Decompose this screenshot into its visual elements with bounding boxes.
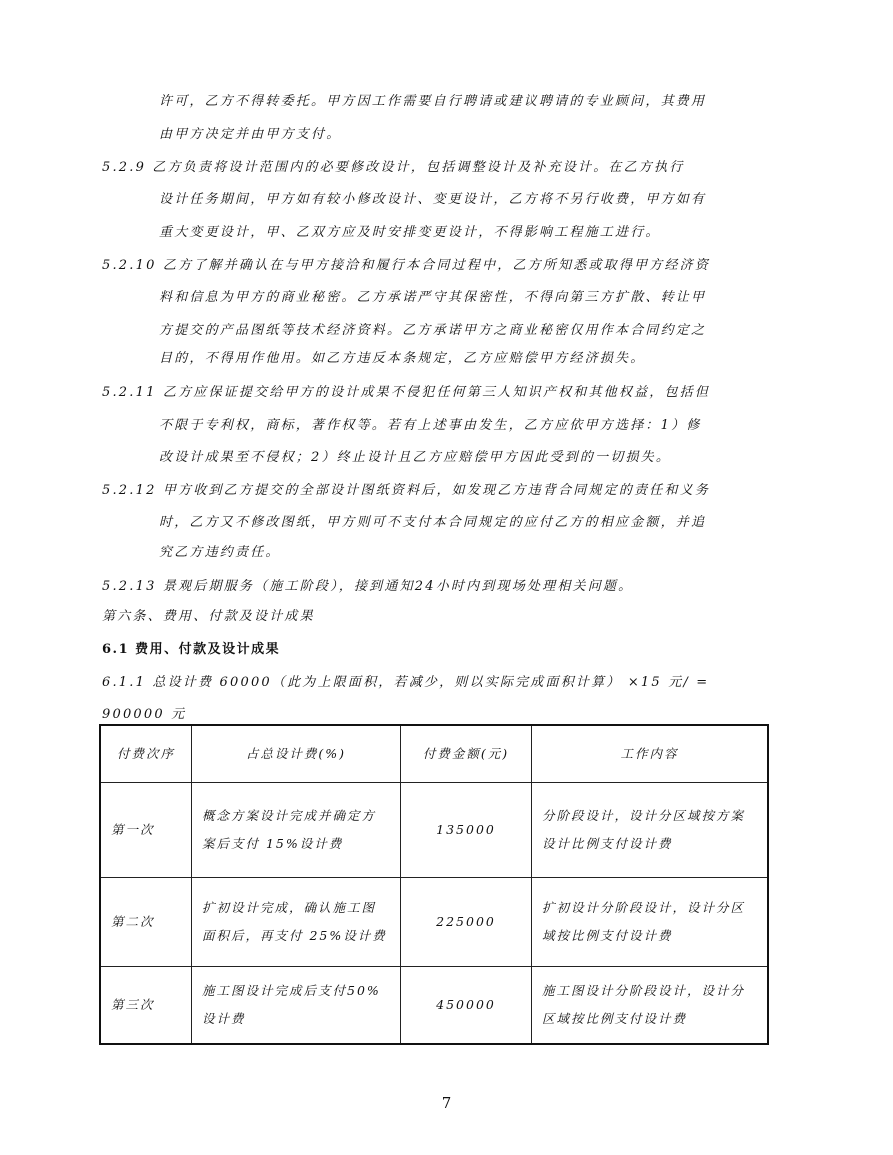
header-cell: 工作内容 <box>532 725 769 783</box>
table-cell: 第三次 <box>100 967 192 1045</box>
page-number: 7 <box>441 1094 452 1112</box>
table-row <box>100 878 768 967</box>
table-cell: 施工图设计分阶段设计，设计分区域按比例支付设计费 <box>532 967 769 1045</box>
table-row <box>100 967 768 1045</box>
table-cell: 225000 <box>401 878 532 967</box>
text-line: 设计任务期间，甲方如有较小修改设计、变更设计，乙方将不另行收费，甲方如有 <box>159 192 707 207</box>
text-line: 重大变更设计，甲、乙双方应及时安排变更设计，不得影响工程施工进行。 <box>159 225 661 240</box>
table-row <box>100 783 768 878</box>
text-line: 由甲方决定并由甲方支付。 <box>159 127 342 142</box>
table-header-row <box>100 725 768 783</box>
table-cell: 第二次 <box>100 878 192 967</box>
text-line: 究乙方违约责任。 <box>159 545 281 560</box>
table-cell: 扩初设计分阶段设计，设计分区域按比例支付设计费 <box>532 878 769 967</box>
table-cell: 概念方案设计完成并确定方案后支付 15%设计费 <box>192 783 401 878</box>
text-line: 时，乙方又不修改图纸，甲方则可不支付本合同规定的应付乙方的相应金额，并追 <box>159 515 707 530</box>
clause-5-2-13: 5.2.13 景观后期服务（施工阶段），接到通知24小时内到现场处理相关问题。 <box>102 579 634 594</box>
table-cell: 第一次 <box>100 783 192 878</box>
article-6-heading: 第六条、费用、付款及设计成果 <box>102 609 315 624</box>
text-line: 改设计成果至不侵权；2）终止设计且乙方应赔偿甲方因此受到的一切损失。 <box>159 450 672 465</box>
header-cell: 付费次序 <box>100 725 192 783</box>
text-line: 900000 元 <box>102 707 187 722</box>
text-line: 目的，不得用作他用。如乙方违反本条规定，乙方应赔偿甲方经济损失。 <box>159 351 646 366</box>
table-cell: 450000 <box>401 967 532 1045</box>
clause-5-2-9: 5.2.9 乙方负责将设计范围内的必要修改设计，包括调整设计及补充设计。在乙方执行 <box>102 160 685 175</box>
header-cell: 占总设计费(%) <box>192 725 401 783</box>
clause-5-2-11: 5.2.11 乙方应保证提交给甲方的设计成果不侵犯任何第三人知识产权和其他权益，包括但 <box>102 385 711 400</box>
text-line: 许可，乙方不得转委托。甲方因工作需要自行聘请或建议聘请的专业顾问，其费用 <box>159 94 707 109</box>
header-cell: 付费金额(元) <box>401 725 532 783</box>
clause-5-2-10: 5.2.10 乙方了解并确认在与甲方接洽和履行本合同过程中，乙方所知悉或取得甲方经济资 <box>102 258 711 273</box>
text-line: 料和信息为甲方的商业秘密。乙方承诺严守其保密性，不得向第三方扩散、转让甲 <box>159 290 707 305</box>
payment-schedule-table <box>99 724 769 1045</box>
table-cell: 135000 <box>401 783 532 878</box>
section-6-1-heading: 6.1 费用、付款及设计成果 <box>102 642 281 657</box>
table-cell: 扩初设计完成，确认施工图面积后，再支付 25%设计费 <box>192 878 401 967</box>
table-cell: 分阶段设计，设计分区域按方案设计比例支付设计费 <box>532 783 769 878</box>
clause-6-1-1: 6.1.1 总设计费 60000（此为上限面积，若减少，则以实际完成面积计算） ×15 元/ = <box>102 675 710 690</box>
text-line: 不限于专利权，商标，著作权等。若有上述事由发生，乙方应依甲方选择：1）修 <box>159 418 702 433</box>
text-line: 方提交的产品图纸等技术经济资料。乙方承诺甲方之商业秘密仅用作本合同约定之 <box>159 323 707 338</box>
clause-5-2-12: 5.2.12 甲方收到乙方提交的全部设计图纸资料后，如发现乙方违背合同规定的责任和义务 <box>102 483 711 498</box>
table-cell: 施工图设计完成后支付50%设计费 <box>192 967 401 1045</box>
